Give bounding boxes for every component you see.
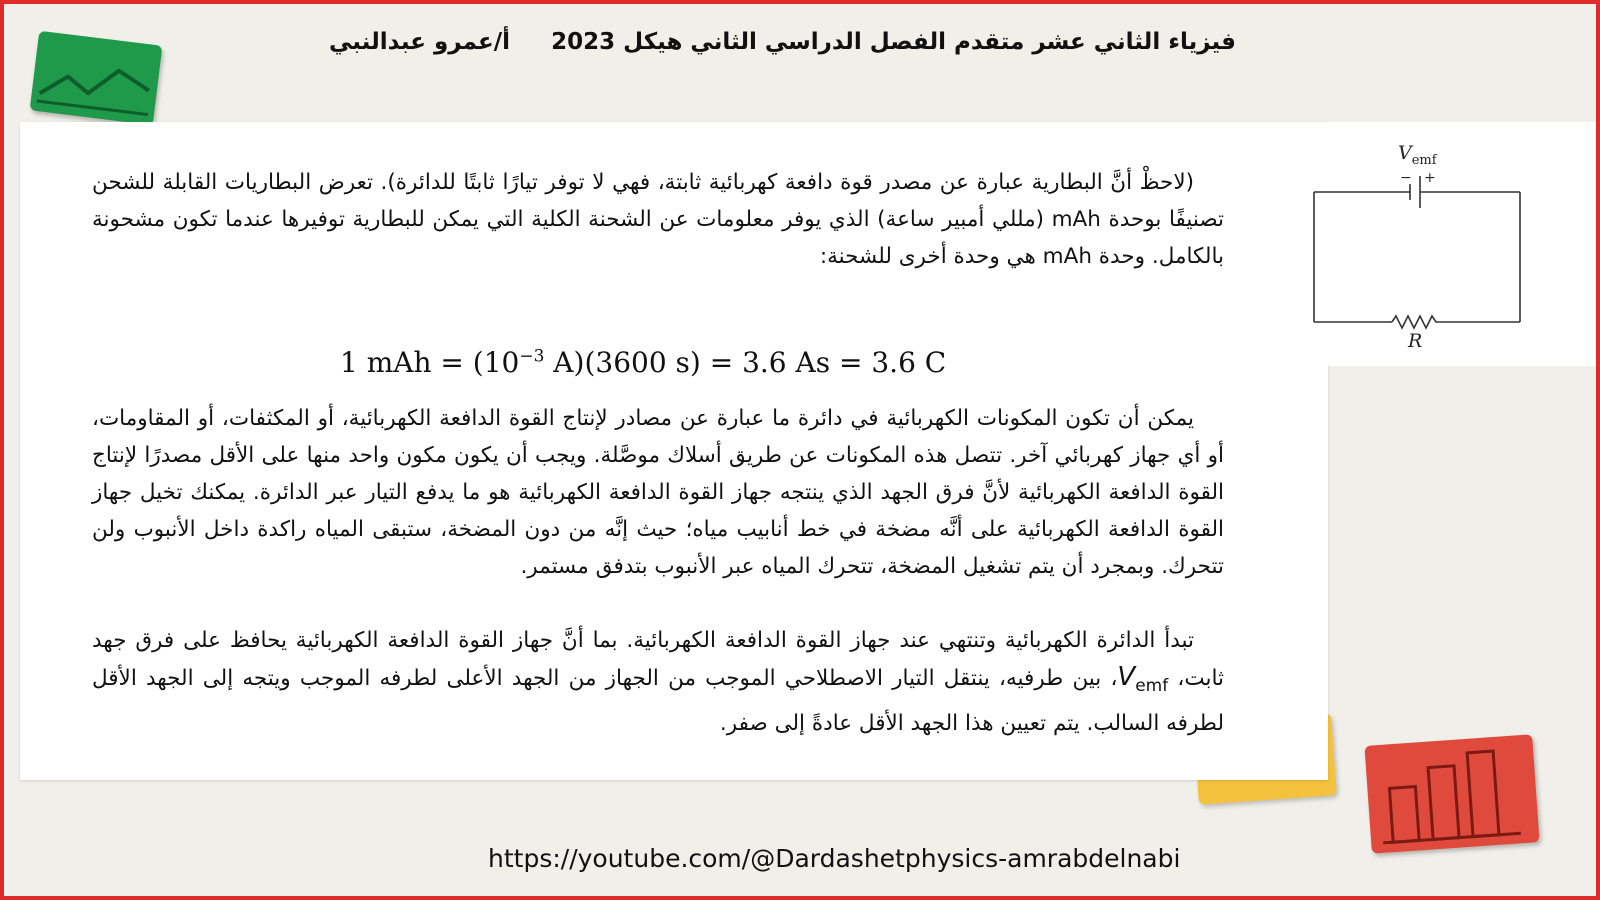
battery-plus-sign: + [1424,170,1436,186]
text-segment: يمكن أن تكون المكونات الكهربائية في دائرة ما عبارة عن مصادر لإنتاج القوة الدافعة الكهربائية، أو المكثفات، أو المقاومات، أو أي جهاز كهربائي آخر. تتصل هذه المكونات عن طريق أسلاك موصَّلة. ويجب أن يكون مكون واحد منها على الأقل مصدرًا لإنتاج القوة الدافعة الكهربائية لأنَّ فرق الجهد الذي ينتجه جهاز القوة الدافعة الكهربائية هو ما يدفع التيار عبر الدائرة. يمكنك تخيل جهاز القوة الدافعة الكهربائية على أنَّه مضخة في خط أنابيب مياه؛ حيث إنَّه من دون المضخة، ستبقى المياه راكدة داخل الأنبوب ولن تتحرك. وبمجرد أن يتم تشغيل المضخة، تتحرك المياه عبر الأنبوب بتدفق مستمر. [92,406,1224,579]
equation-exponent: −3 [519,346,545,367]
resistor-label: R [1408,330,1423,352]
note-line: (لاحظْ أنَّ البطارية عبارة عن مصدر قوة دافعة كهربائية ثابتة، فهي لا توفر تيارًا ثابتًا للدائرة). [380,170,1194,195]
resistor-symbol [1392,316,1440,328]
circuit-diagram [1300,122,1596,366]
green-chart-card-decoration [30,31,163,126]
text-segment: تبدأ الدائرة الكهربائية وتنتهي عند جهاز القوة الدافعة الكهربائية. بما أنَّ جهاز القوة الدافعة الكهربائية يحافظ على فرق جهد ثابت، [92,628,1224,691]
author-name: أ/عمرو عبدالنبي [329,29,510,55]
bar-chart-icon [1364,734,1539,853]
paragraph-conventional-current [92,622,1224,742]
text-segment: هي وحدة أخرى للشحنة: [819,244,1036,269]
equation-right: A)(3600 s) = 3.6 As = 3.6 C [544,346,947,379]
line-chart-icon [30,31,163,126]
equation-left: 1 mAh = (10 [340,346,520,379]
text-segment: ، بين طرفيه، ينتقل التيار الاصطلاحي الموجب من الجهاز من الجهد الأعلى لطرفه الموجب ويتجه إلى الجهد الأقل لطرفه السالب. يتم تعيين هذا الجهد الأقل عادةً إلى صفر. [92,666,1224,737]
unit-mah: mAh [1042,244,1092,269]
battery-minus-sign: − [1400,170,1412,186]
red-bar-chart-card-decoration [1364,734,1539,853]
page-title: فيزياء الثاني عشر متقدم الفصل الدراسي الثاني هيكل 2023 [551,29,1236,55]
text-segment: (مللي أمبير ساعة) الذي يوفر معلومات عن الشحنة الكلية التي يمكن للبطارية توفيرها عندما تكون مشحونة بالكامل. وحدة [92,207,1224,269]
vemf-symbol: $V_{emf}$ [1117,662,1169,697]
mah-conversion-equation [340,336,980,390]
emf-label: $V_{emf}$ [1398,142,1437,168]
paragraph-battery-charge [92,164,1224,275]
text-segment: تعرض البطاريات القابلة للشحن تصنيفًا بوحدة [92,170,1224,232]
youtube-channel-link[interactable]: https://youtube.com/@Dardashetphysics-amrabdelnabi [488,844,1181,873]
circuit-diagram-panel [1300,122,1596,366]
paragraph-circuit-components [92,400,1224,585]
unit-mah: mAh [1051,207,1101,232]
